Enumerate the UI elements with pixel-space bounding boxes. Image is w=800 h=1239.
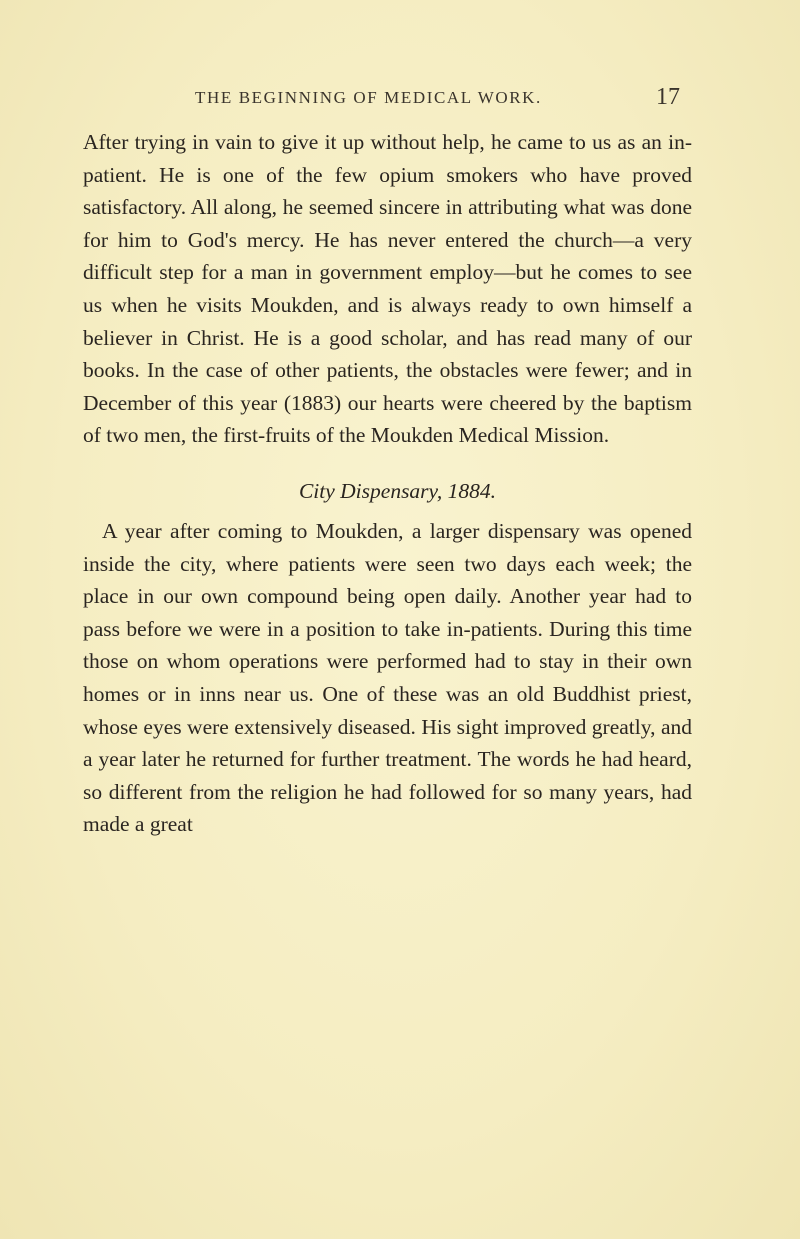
running-head-title: THE BEGINNING OF MEDICAL WORK.: [195, 88, 542, 107]
section-heading: City Dispensary, 1884.: [298, 478, 497, 503]
body-text: [83, 126, 692, 841]
paragraph: After trying in vain to give it up without help, he came to us as an in-patient. He is one of the few opium smokers who have proved satisfactory. All along, he seemed sincere in attributing what was done for him to God's mercy. He has never entered the church—a very difficult step for a man in government employ—but he comes to see us when he visits Moukden, and is always ready to own himself a believer in Christ. He is a good scholar, and has read many of our books. In the case of other patients, the obstacles were fewer; and in December of this year (1883) our hearts were cheered by the baptism of two men, the first-fruits of the Moukden Medical Mission.: [83, 130, 692, 448]
page-number: 17: [656, 84, 680, 110]
paragraph: A year after coming to Moukden, a larger dispensary was opened inside the city, where patients were seen two days each week; the place in our own compound being open daily. Another year had to pass before we were in a position to take in-patients. During this time those on whom operations were performed had to stay in their own homes or in inns near us. One of these was an old Buddhist priest, whose eyes were extensively diseased. His sight improved greatly, and a year later he returned for further treatment. The words he had heard, so different from the religion he had followed for so many years, had made a great: [83, 518, 692, 837]
